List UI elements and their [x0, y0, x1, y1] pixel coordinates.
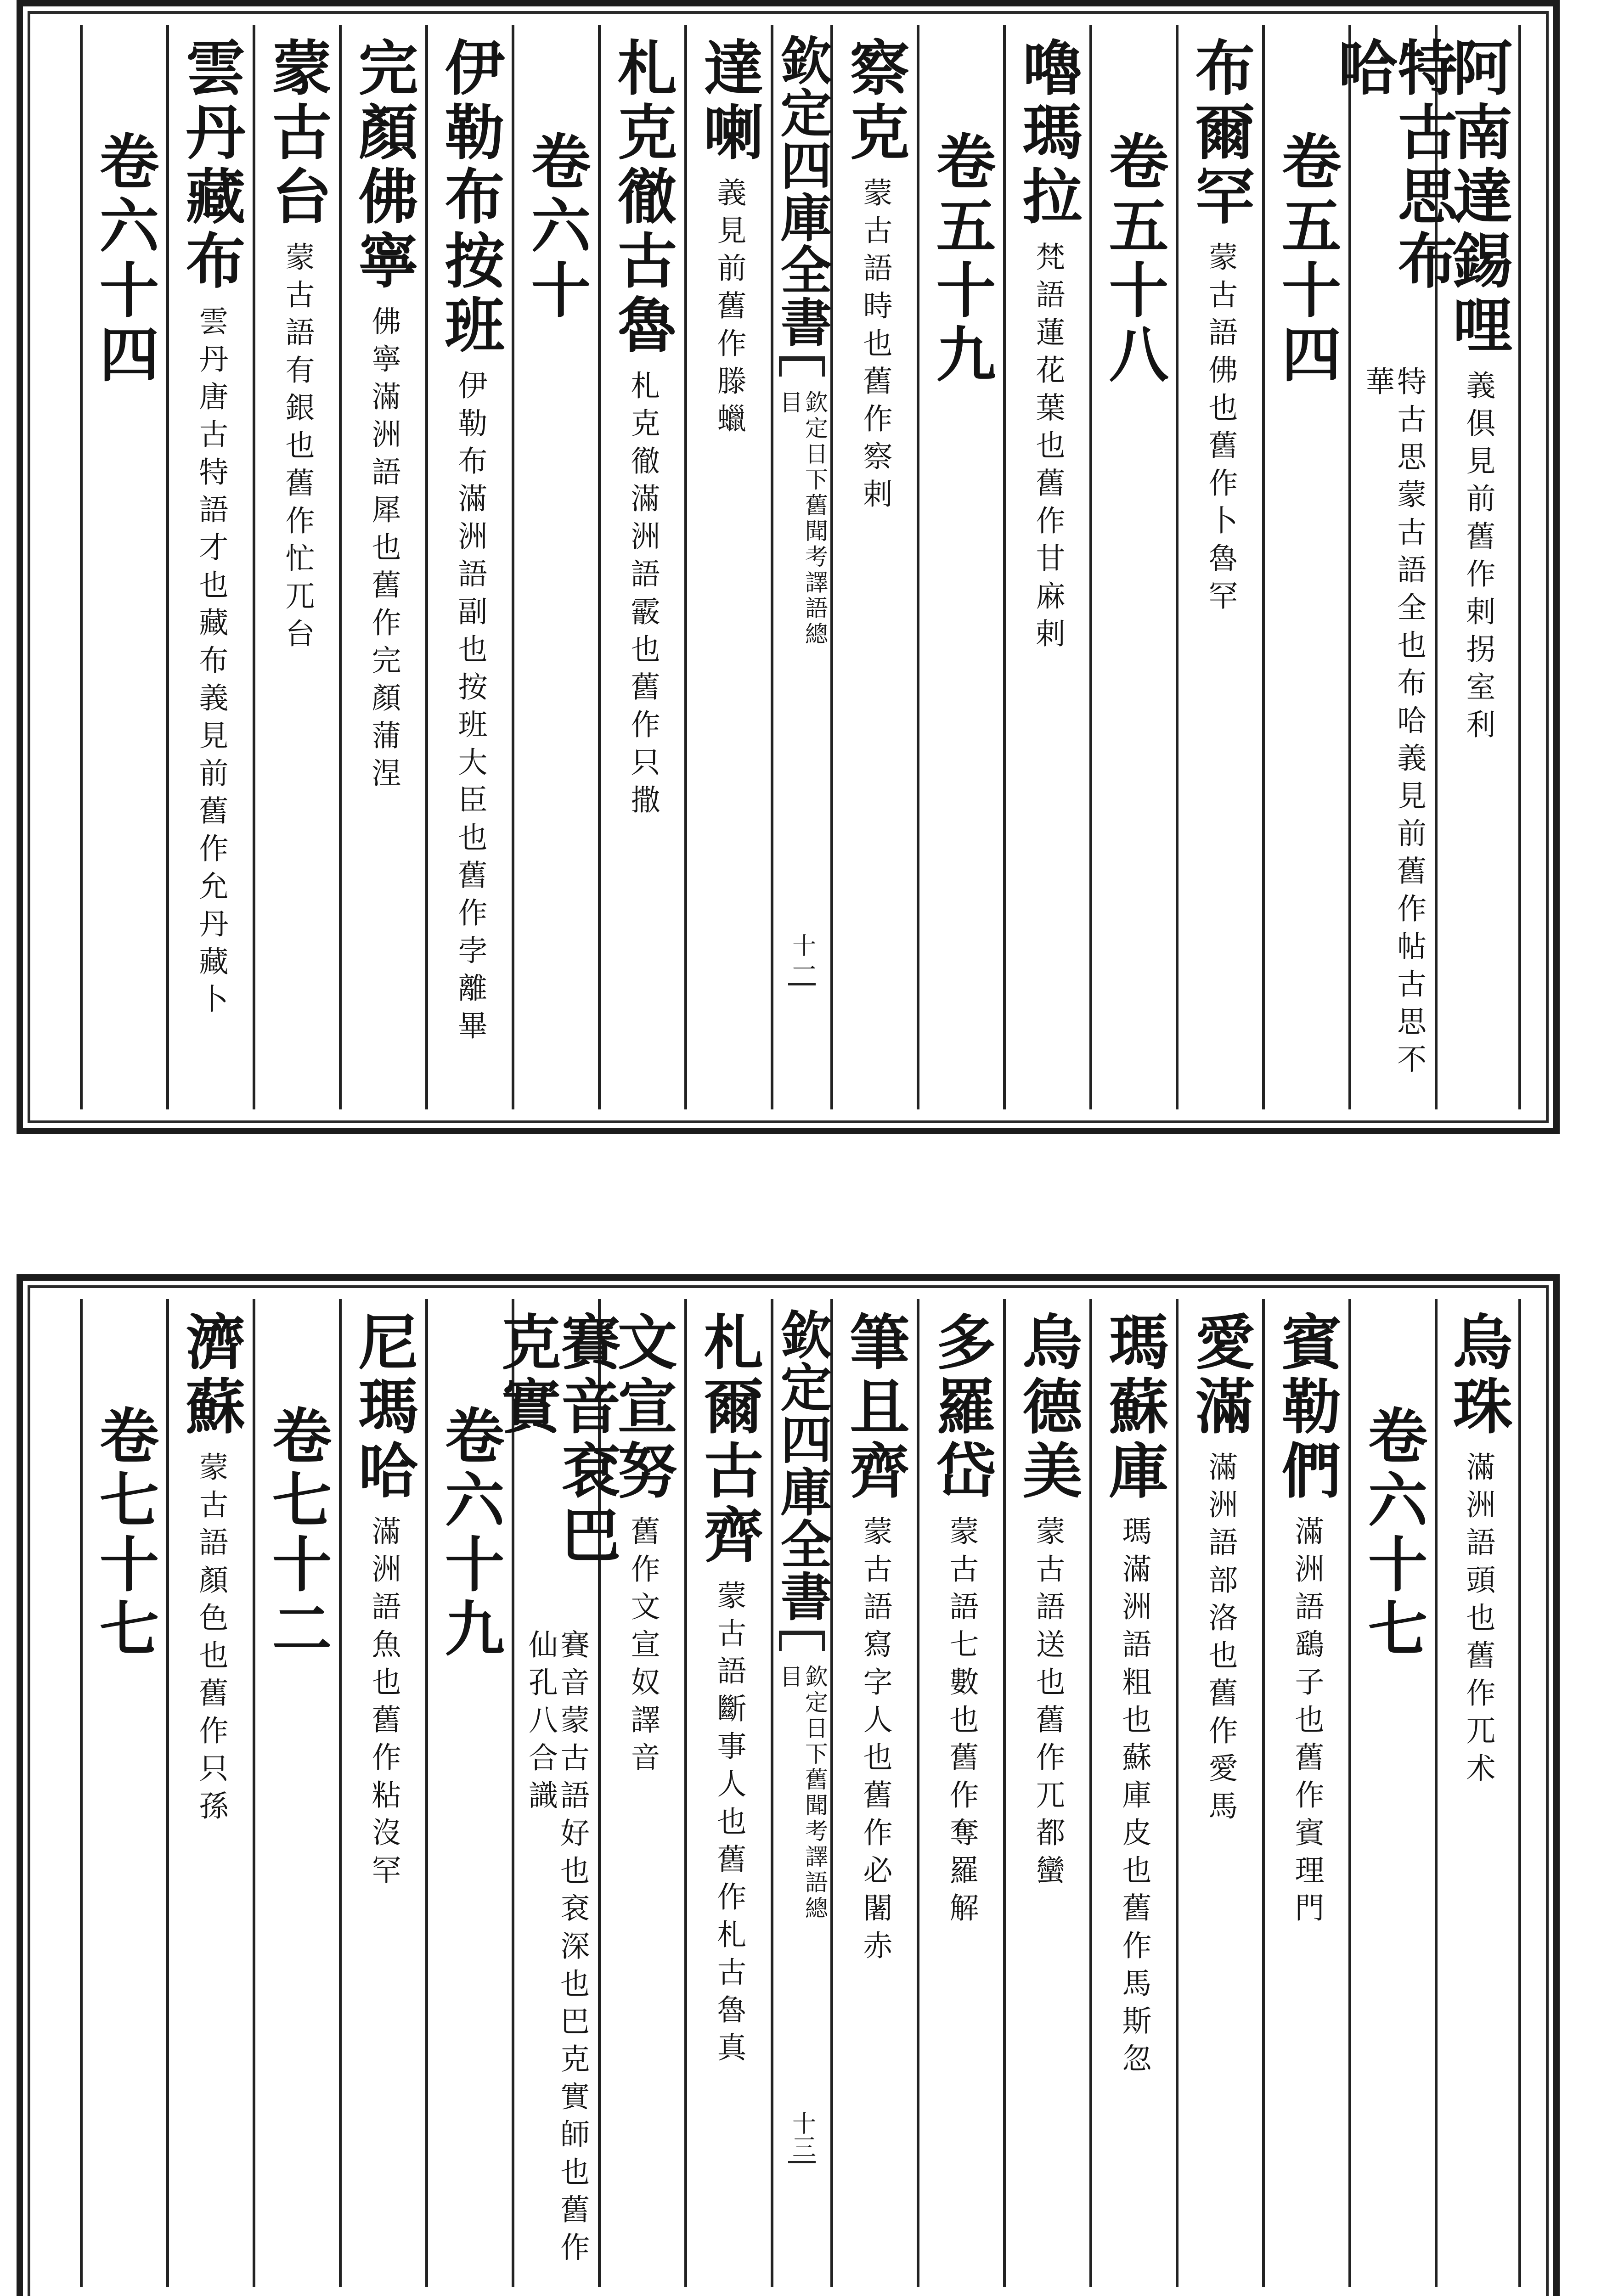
entry-column [1176, 1299, 1262, 2287]
entry-note: 滿洲語鷂子也舊作賓理門 [1290, 1516, 1324, 1930]
fold-page-number: 十一 [788, 933, 816, 981]
entry-column [253, 25, 339, 1109]
fold-title: 欽定四庫全書 [772, 1308, 832, 1622]
juan-heading: 卷六十四 [90, 130, 160, 388]
entry-note: 滿洲語魚也舊作粘沒罕 [367, 1516, 401, 1892]
entry-note: 瑪滿洲語粗也蘇庫皮也舊作馬斯忽 [1117, 1516, 1151, 2081]
entry-head: 賽音袞巴克實 [491, 1311, 621, 1568]
juan-heading-column [917, 25, 1003, 1109]
entry-head: 札克徹古魯 [608, 37, 678, 358]
entry-head: 濟蘇 [176, 1311, 246, 1440]
juan-heading: 卷六十七 [1358, 1405, 1428, 1662]
entry-head: 瑪蘇庫 [1099, 1311, 1169, 1504]
entry-column [830, 25, 917, 1109]
entry-note: 蒙古語佛也舊作卜魯罕 [1203, 242, 1238, 618]
center-fold [771, 25, 830, 1109]
entry-head: 達喇 [694, 37, 764, 165]
juan-heading: 卷六十九 [435, 1405, 505, 1662]
entry-note: 義俱見前舊作剌拐室利 [1461, 370, 1495, 747]
entry-note: 伊勒布滿洲語副也按班大臣也舊作孛離畢 [453, 370, 487, 1048]
juan-heading-column [1089, 25, 1176, 1109]
juan-heading-column [80, 1299, 166, 2287]
lower-columns [51, 1299, 1521, 2287]
entry-head: 特古思布哈 [1328, 37, 1458, 294]
entry-note: 賽音蒙古語好也袞深也巴克實師也舊作仙孔八合識 [524, 1629, 590, 2270]
entry-note: 蒙古語七數也舊作奪羅解 [944, 1516, 979, 1930]
entry-head: 阿南達錫哩 [1443, 37, 1513, 358]
entry-column [166, 25, 253, 1109]
entry-column [684, 25, 771, 1109]
entry-head: 伊勒布按班 [435, 37, 505, 358]
juan-heading: 卷六十 [521, 130, 592, 323]
entry-note: 蒙古語時也舊作察剌 [858, 177, 892, 516]
juan-heading-column [253, 1299, 339, 2287]
entry-head: 尼瑪哈 [349, 1311, 419, 1504]
juan-heading-column [425, 1299, 512, 2287]
entry-column [1435, 1299, 1521, 2287]
fold-rule [788, 2161, 816, 2163]
entry-column [830, 1299, 917, 2287]
entry-note: 札克徹滿洲語霰也舊作只撒 [626, 370, 660, 822]
fish-tail-mark [779, 356, 825, 377]
entry-column [1328, 25, 1458, 1109]
entry-column [598, 25, 684, 1109]
entry-note: 蒙古語顏色也舊作只孫 [194, 1452, 228, 1828]
entry-head: 烏德美 [1013, 1311, 1083, 1504]
juan-heading: 卷五十四 [1272, 130, 1342, 388]
entry-note: 滿洲語部洛也舊作愛馬 [1203, 1452, 1238, 1828]
fold-page-number: 十三 [788, 2111, 816, 2159]
entry-column [339, 1299, 425, 2287]
juan-heading: 卷七十七 [90, 1405, 160, 1662]
entry-note: 蒙古語有銀也舊作忙兀台 [280, 242, 315, 656]
fold-title: 欽定四庫全書 [772, 34, 832, 348]
entry-head: 愛滿 [1185, 1311, 1256, 1440]
entry-note: 蒙古語送也舊作兀都蠻 [1031, 1516, 1065, 1892]
fish-tail-mark [779, 1631, 825, 1651]
entry-column [1003, 25, 1089, 1109]
lower-leaf [17, 1274, 1560, 2296]
fold-rule [788, 983, 816, 985]
entry-note: 佛寧滿洲語犀也舊作完顏蒲涅 [367, 306, 401, 795]
juan-heading-column [1348, 1299, 1435, 2287]
juan-heading: 卷五十八 [1099, 130, 1169, 388]
entry-head: 嚕瑪拉 [1013, 37, 1083, 230]
juan-heading: 卷七十二 [262, 1405, 333, 1662]
entry-note: 義見前舊作滕蠟 [712, 177, 746, 441]
entry-column [684, 1299, 771, 2287]
entry-note: 梵語蓮花葉也舊作甘麻剌 [1031, 242, 1065, 656]
juan-heading: 卷五十九 [926, 130, 997, 388]
entry-column [1176, 25, 1262, 1109]
juan-heading-column [1262, 25, 1348, 1109]
entry-head: 札爾古齊 [694, 1311, 764, 1568]
entry-note: 特古思蒙古語全也布哈義見前舊作帖古思不華 [1360, 366, 1427, 1082]
entry-head: 察克 [840, 37, 910, 165]
upper-leaf [17, 0, 1560, 1134]
entry-note: 滿洲語頭也舊作兀术 [1461, 1452, 1495, 1790]
entry-column [425, 25, 512, 1109]
entry-head: 多羅岱 [926, 1311, 997, 1504]
upper-columns [51, 25, 1521, 1109]
entry-head: 完顏佛寧 [349, 37, 419, 294]
entry-column [1089, 1299, 1176, 2287]
entry-column [1003, 1299, 1089, 2287]
entry-head: 賓勒們 [1272, 1311, 1342, 1504]
entry-head: 筆且齊 [840, 1311, 910, 1504]
entry-note: 蒙古語寫字人也舊作必闍赤 [858, 1516, 892, 1968]
fold-subtitle: 欽定日下舊聞考譯語總目 [776, 390, 828, 647]
entry-head: 布爾罕 [1185, 37, 1256, 230]
entry-head: 文宣努 [608, 1311, 678, 1504]
entry-column [339, 25, 425, 1109]
entry-note: 雲丹唐古特語才也藏布義見前舊作允丹藏卜 [194, 306, 228, 1021]
juan-heading-column [80, 25, 166, 1109]
entry-column [1262, 1299, 1348, 2287]
entry-head: 蒙古台 [262, 37, 333, 230]
center-fold [771, 1299, 830, 2287]
entry-head: 烏珠 [1443, 1311, 1513, 1440]
entry-note: 舊作文宣奴譯音 [626, 1516, 660, 1779]
entry-column [166, 1299, 253, 2287]
entry-column [491, 1299, 621, 2287]
fold-subtitle: 欽定日下舊聞考譯語總目 [776, 1665, 828, 1922]
juan-heading-column [512, 25, 598, 1109]
entry-head: 雲丹藏布 [176, 37, 246, 294]
entry-column [917, 1299, 1003, 2287]
entry-note: 蒙古語斷事人也舊作札古魯真 [712, 1580, 746, 2070]
